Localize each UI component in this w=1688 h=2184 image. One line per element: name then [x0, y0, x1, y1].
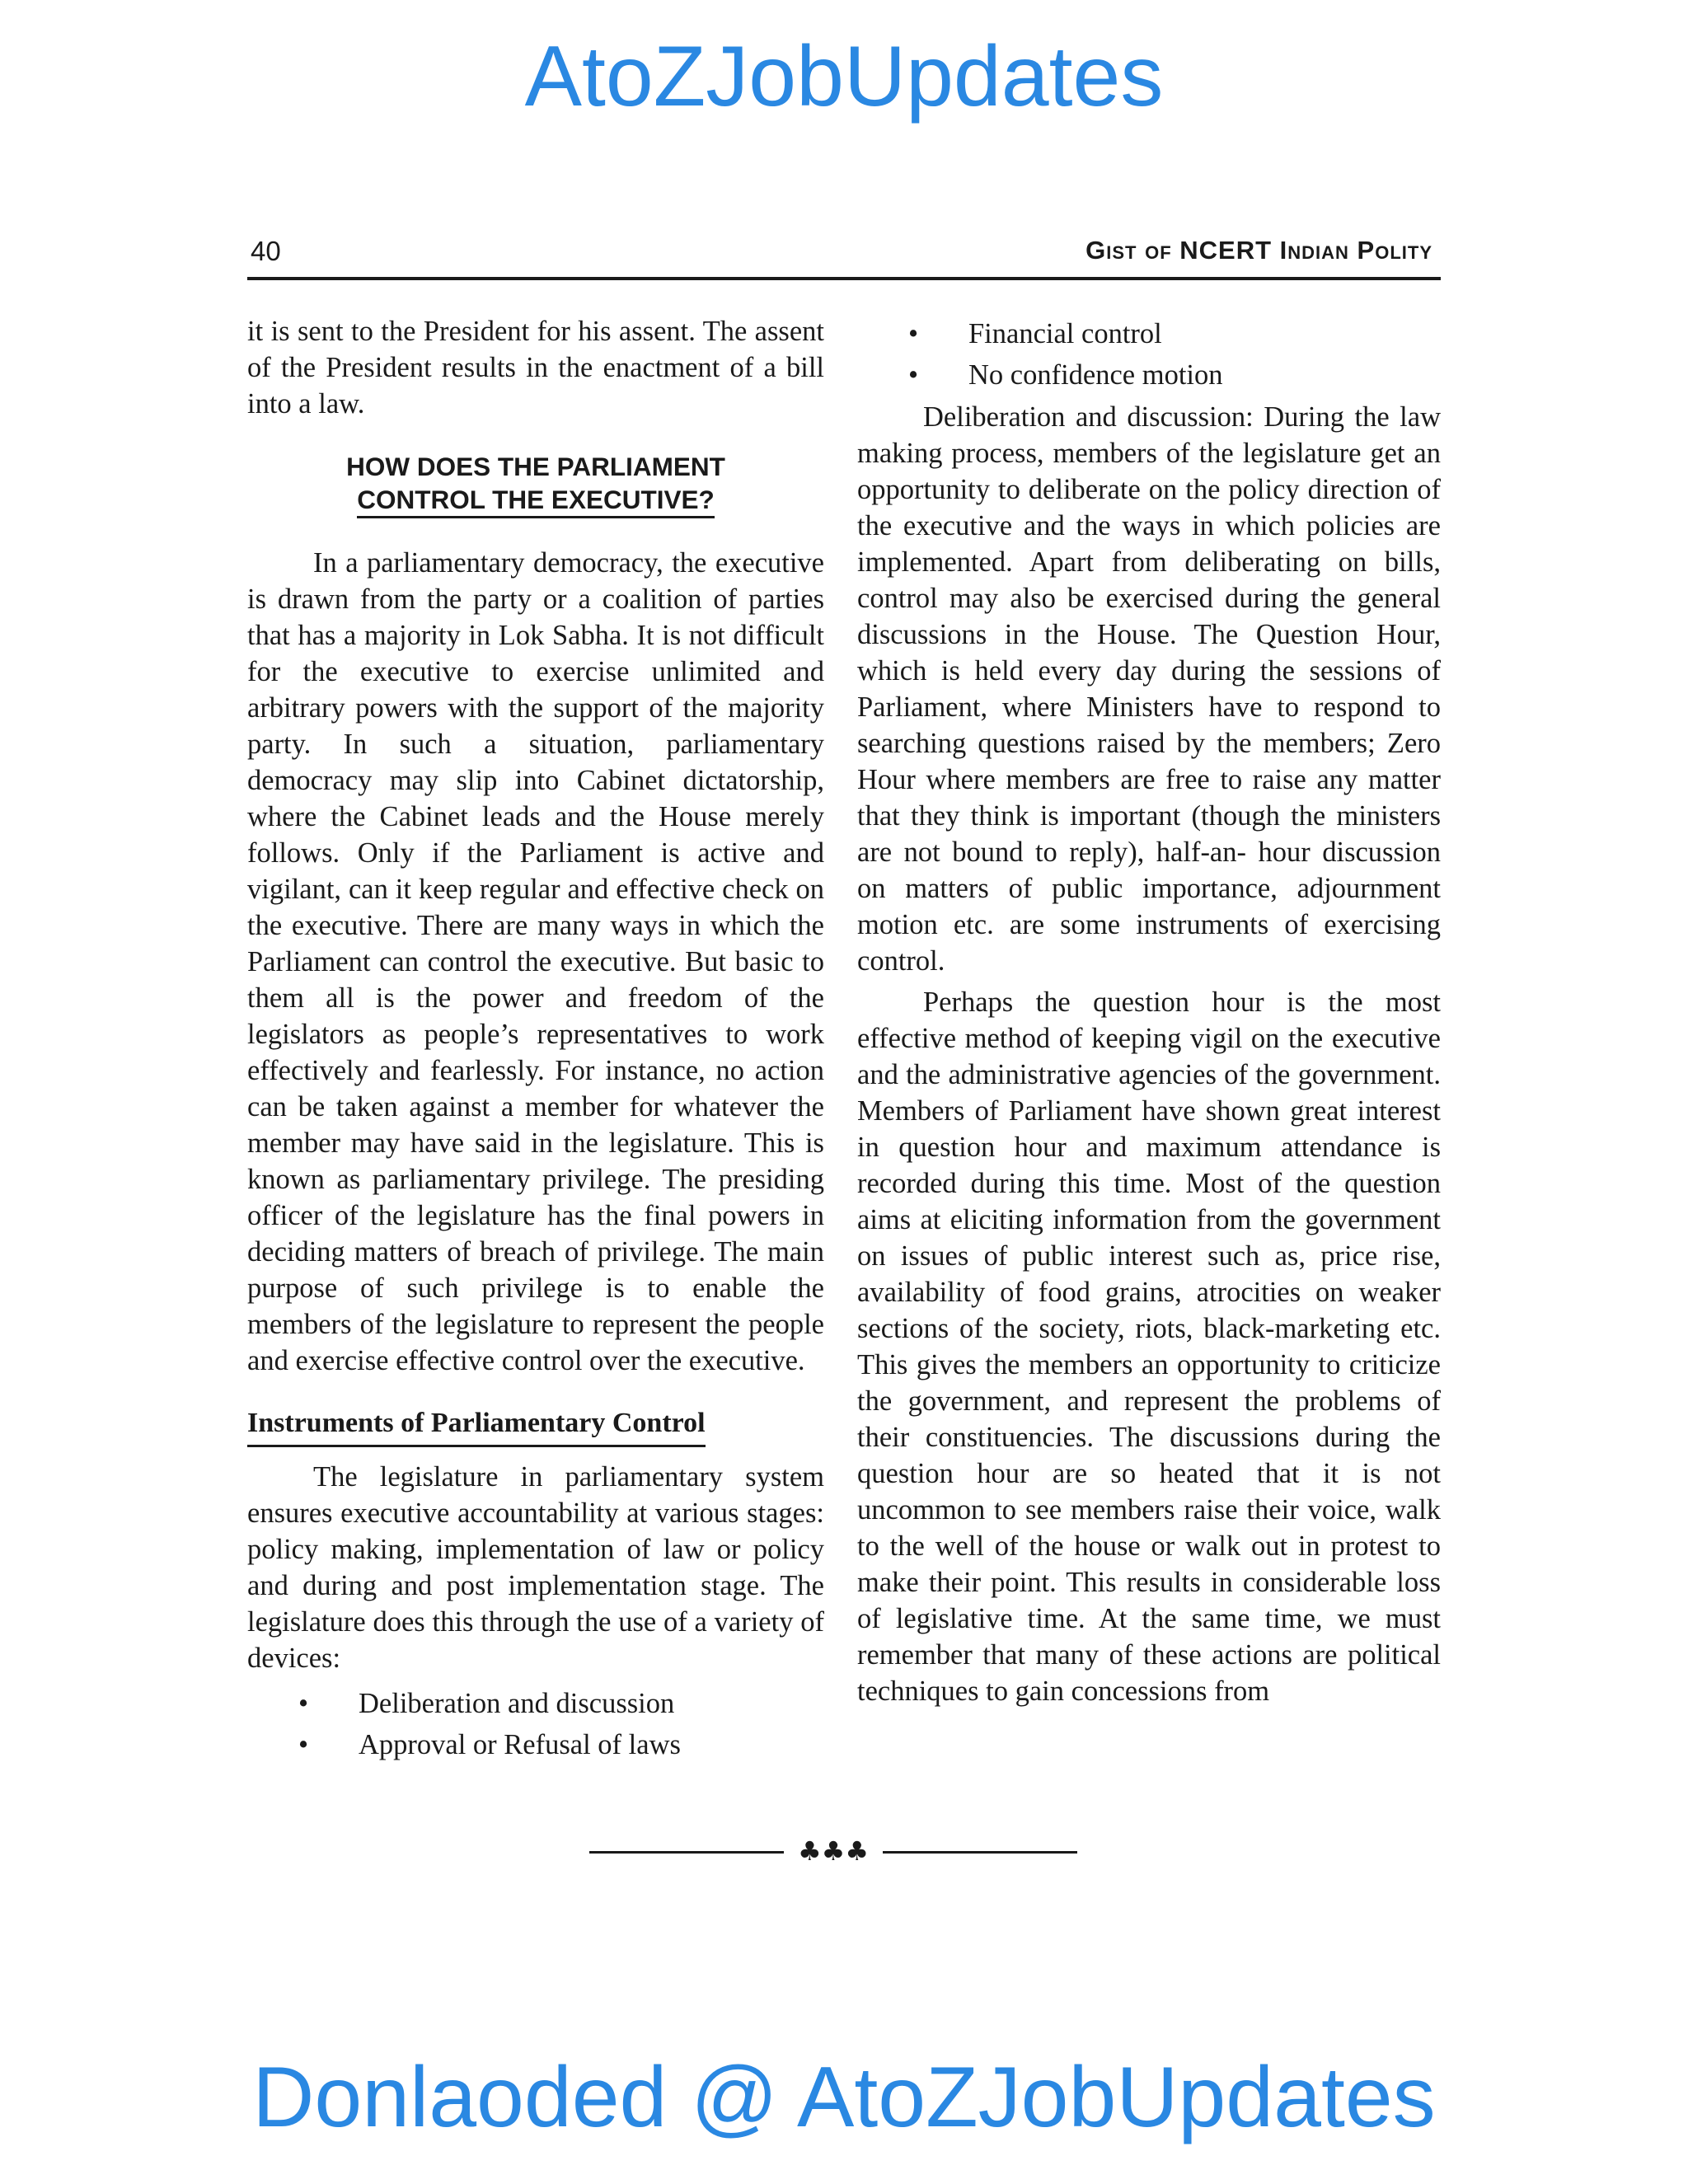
divider — [883, 1851, 1077, 1854]
page-header — [247, 229, 1441, 280]
section-heading-line2: CONTROL THE EXECUTIVE? — [357, 483, 714, 518]
list-item: • Approval or Refusal of laws — [247, 1724, 824, 1765]
watermark-top: AtoZJobUpdates — [524, 29, 1164, 124]
watermark-bottom: Donlaoded @ AtoZJobUpdates — [252, 2050, 1436, 2145]
book-title: Gist of NCERT Indian Polity — [1085, 236, 1432, 265]
intro-paragraph: it is sent to the President for his assent. The assent of the President results in the enactment of a bill into a law. — [247, 316, 824, 419]
end-ornament-rule — [589, 1835, 1084, 1868]
list-item: • Deliberation and discussion — [247, 1683, 824, 1724]
paragraph-question-hour: Perhaps the question hour is the most effective method of keeping vigil on the executive and the administrative agencies of the government. Members of Parliament have shown great interest in question hour and maximum attendance is recorded during this time. Most of the question aims at eliciting information from the government on issues of public interest such as, price rise, availability of food grains, atrocities on weaker sections of the society, riots, black-marketing etc. This gives the members an opportunity to criticize the government, and represent the problems of their constituencies. The discussions during the question hour are so heated that it is not uncommon to see members raise their voice, walk to the well of the house or walk out in protest to make their point. This results in considerable loss of legislative time. At the same time, we must remember that many of these actions are political techniques to gain concessions from — [857, 987, 1441, 1707]
clubs-ornament-icon: ♣♣♣ — [797, 1835, 870, 1867]
list-item: • Financial control — [857, 313, 1441, 354]
paragraph-deliberation: Deliberation and discussion: During the law making process, members of the legislature get an opportunity to deliberate on the policy direction of the executive and the ways in which policies are implemented. Apart from deliberating on bills, control may also be exercised during the general discussions in the House. The Question Hour, which is held every day during the sessions of Parliament, where Ministers have to respond to searching questions raised by the members; Zero Hour where members are free to raise any matter that they think is important (though the ministers are not bound to reply), half-an- hour discussion on matters of public importance, adjournment motion etc. are some instruments of exercising control. — [857, 401, 1441, 977]
devices-list-left — [247, 1683, 824, 1765]
paragraph-parliamentary-democracy: In a parliamentary democracy, the executive is drawn from the party or a coalition of parties that has a majority in Lok Sabha. It is not difficult for the executive to exercise unlimited and arbitrary powers with the support of the majority party. In such a situation, parliamentary democracy may slip into Cabinet dictatorship, where the Cabinet leads and the House merely follows. Only if the Parliament is active and vigilant, can it keep regular and effective check on the executive. There are many ways in which the Parliament can control the executive. But basic to them all is the power and freedom of the legislators as people’s representatives to work effectively and fearlessly. For instance, no action can be taken against a member for whatever the member may have said in the legislature. This is known as parliamentary privilege. The presiding officer of the legislature has the final powers in deciding matters of breach of privilege. The main purpose of such privilege is to enable the members of the legislature to represent the people and exercise effective control over the executive. — [247, 547, 824, 1376]
left-column — [247, 313, 824, 1765]
section-heading-line1: HOW DOES THE PARLIAMENT — [346, 452, 725, 481]
subheading-instruments: Instruments of Parliamentary Control — [247, 1405, 706, 1447]
page-number: 40 — [251, 236, 281, 266]
right-column — [857, 313, 1441, 1714]
section-heading — [247, 450, 824, 518]
devices-list-right — [857, 313, 1441, 396]
divider — [589, 1851, 784, 1854]
list-item: • No confidence motion — [857, 354, 1441, 396]
paragraph-legislature-devices: The legislature in parliamentary system ensures executive accountability at various stages: policy making, implementation of law or policy and during and post implementation stage. The legislature does this through the use of a variety of devices: — [247, 1461, 824, 1674]
